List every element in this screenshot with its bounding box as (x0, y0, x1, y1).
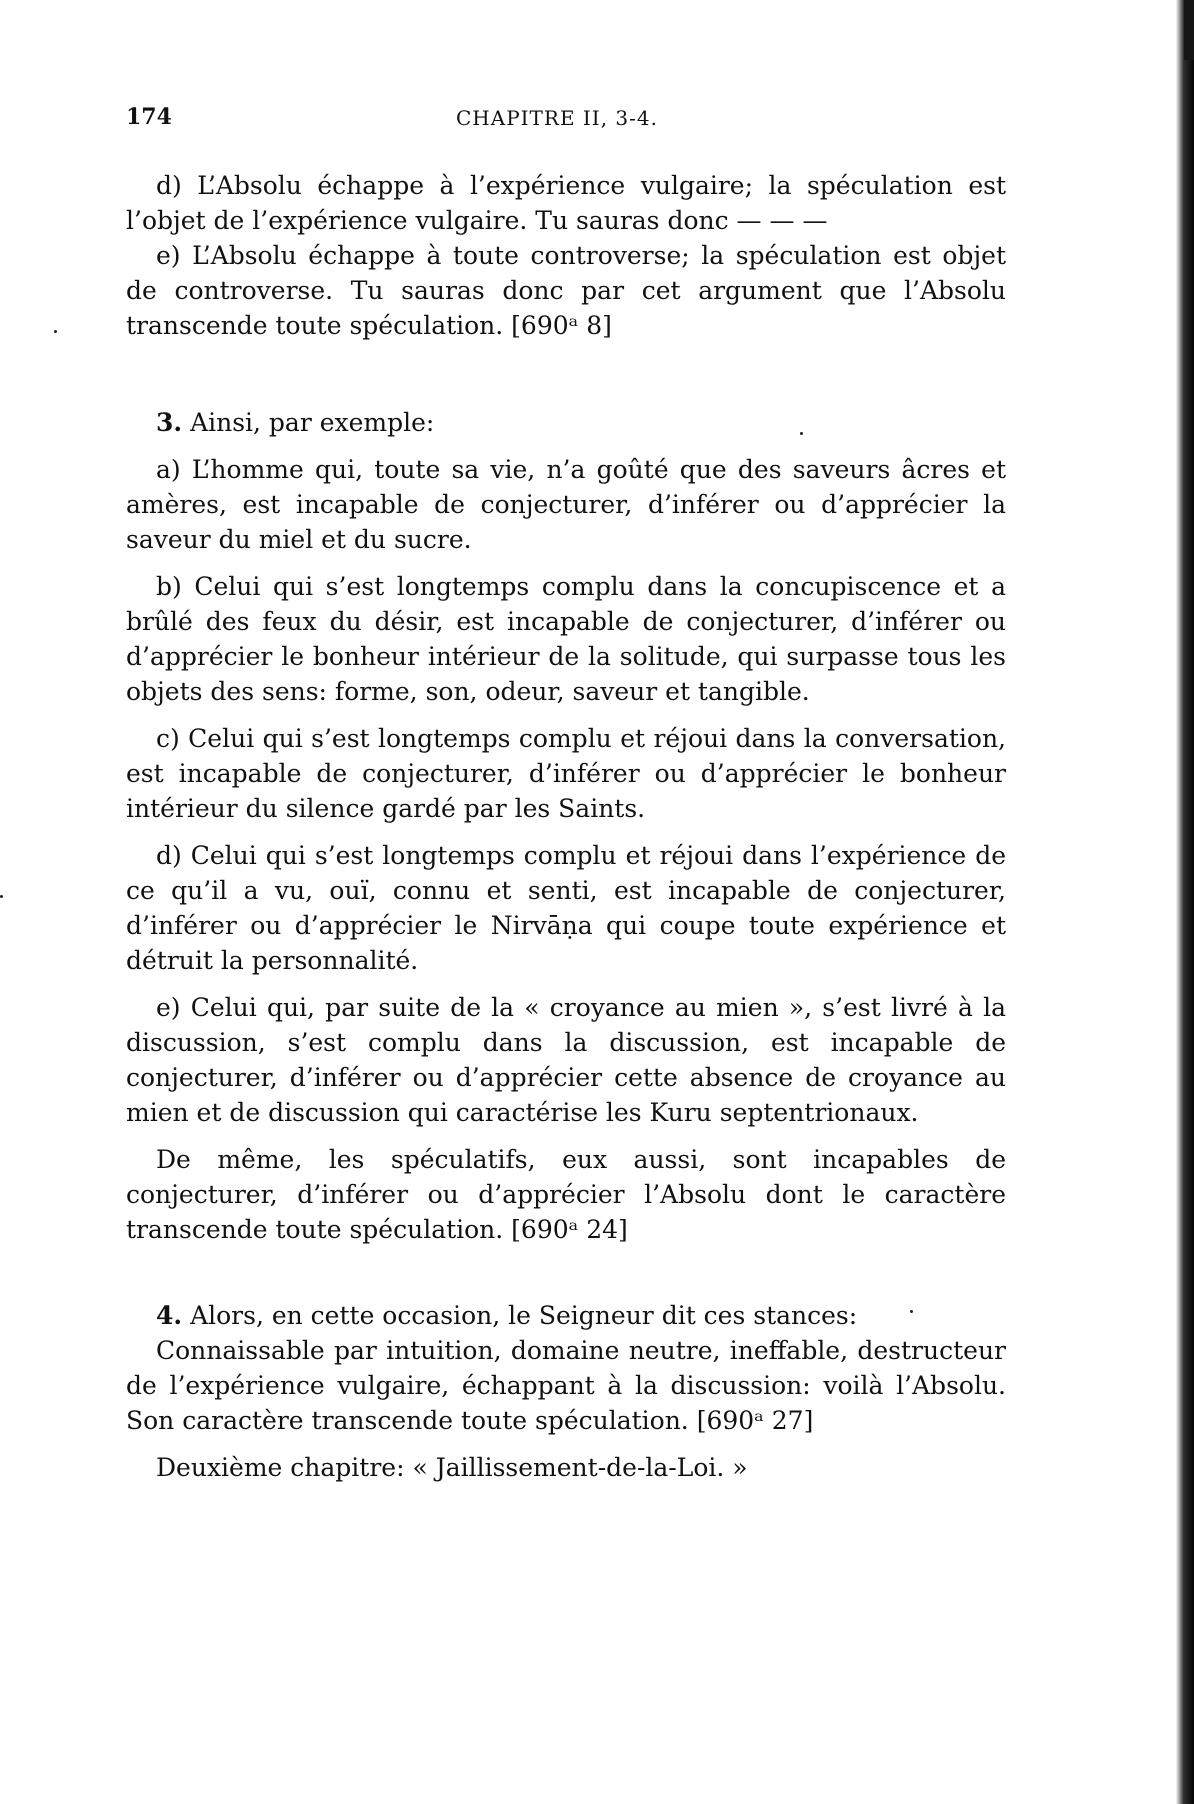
paragraph-3d: d) Celui qui s’est longtemps complu et réjoui dans l’expérience de ce qu’il a vu, ouï, connu et senti, est incapable de conjecturer, d’inférer ou d’apprécier le Nirvāṇa qui coupe toute expérience et détruit la personnalité. (126, 841, 1006, 975)
scan-speck (0, 895, 3, 898)
section-3-heading (126, 405, 1006, 440)
paragraph-3-conclusion: De même, les spéculatifs, eux aussi, sont incapables de conjecturer, d’inférer ou d’apprécier l’Absolu dont le caractère transcende toute spéculation. [690ᵃ 24] (126, 1145, 1006, 1244)
verse-paragraph: Connaissable par intuition, domaine neutre, ineffable, destructeur de l’expérience vulgaire, échappant à la discussion: voilà l’Absolu. Son caractère transcende toute spéculation. [690ᵃ 27] (126, 1336, 1006, 1435)
paragraph-3e: e) Celui qui, par suite de la « croyance au mien », s’est livré à la discussion, s’est complu dans la discussion, est incapable de conjecturer, d’inférer ou d’apprécier cette absence de croyance au mien et de discussion qui caractérise les Kuru septentrionaux. (126, 993, 1006, 1127)
running-title: CHAPITRE II, 3-4. (456, 106, 658, 130)
section-3-intro: Ainsi, par exemple: (190, 408, 435, 437)
scan-dark-edge-top (1184, 0, 1194, 60)
scan-speck (54, 330, 57, 333)
chapter-end-title: Deuxième chapitre: « Jaillissement-de-la-Loi. » (156, 1453, 748, 1482)
section-4 (126, 1298, 1006, 1485)
section-3-number: 3. (156, 408, 183, 437)
section-4-heading (126, 1298, 1006, 1333)
section-4-intro: Alors, en cette occasion, le Seigneur dit ces stances: (190, 1301, 858, 1330)
paragraph-3b: b) Celui qui s’est longtemps complu dans la concupiscence et a brûlé des feux du désir, est incapable de conjecturer, d’inférer ou d’apprécier le bonheur intérieur de la solitude, qui surpasse tous les objets des sens: forme, son, odeur, saveur et tangible. (126, 572, 1006, 706)
page-number: 174 (126, 104, 172, 130)
section-3 (126, 405, 1006, 1247)
paragraph-3a: a) L’homme qui, toute sa vie, n’a goûté que des saveurs âcres et amères, est incapable de conjecturer, d’inférer ou d’apprécier la saveur du miel et du sucre. (126, 455, 1006, 554)
section-2-continued (126, 168, 1006, 343)
paragraph-2d: d) L’Absolu échappe à l’expérience vulgaire; la spéculation est l’objet de l’expérience vulgaire. Tu sauras donc — — — (126, 171, 1006, 235)
paragraph-2e: e) L’Absolu échappe à toute controverse; la spéculation est objet de controverse. Tu sauras donc par cet argument que l’Absolu transcende toute spéculation. [690ᵃ 8] (126, 241, 1006, 340)
scan-dark-edge (1168, 0, 1194, 1804)
section-4-number: 4. (156, 1301, 183, 1330)
paragraph-3c: c) Celui qui s’est longtemps complu et réjoui dans la conversation, est incapable de conjecturer, d’inférer ou d’apprécier le bonheur intérieur du silence gardé par les Saints. (126, 724, 1006, 823)
page-header (126, 104, 1006, 138)
